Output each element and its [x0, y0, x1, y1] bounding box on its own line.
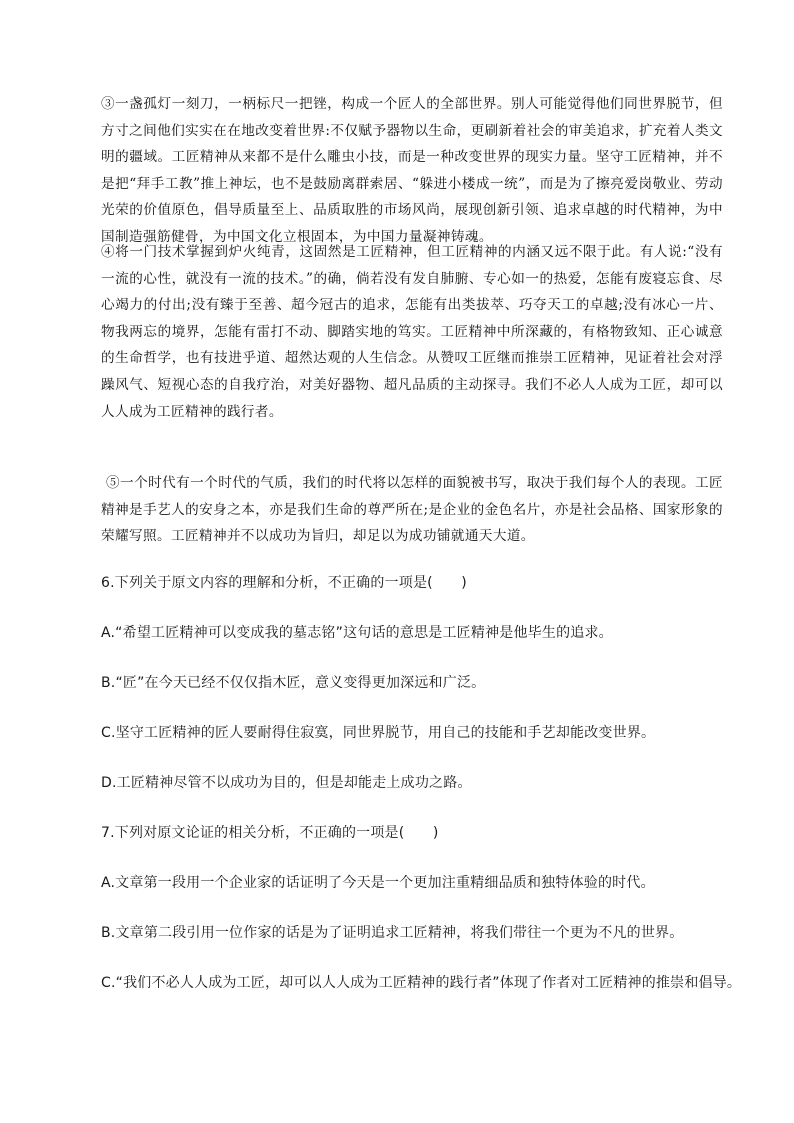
passage-paragraph-5 [101, 470, 723, 550]
passage-paragraph-5-text: ⑤一个时代有一个时代的气质，我们的时代将以怎样的面貌被书写，取决于我们每个人的表现。工匠精神是手艺人的安身之本，亦是我们生命的尊严所在;是企业的金色名片，亦是社会品格、国家形象的荣耀写照。工匠精神并不以成功为旨归，却足以为成功铺就通天大道。 [101, 475, 723, 545]
question-6-option-d: D.工匠精神尽管不以成功为目的，但是却能走上成功之路。 [101, 775, 472, 791]
question-7-option-a: A.文章第一段用一个企业家的话证明了今天是一个更加注重精细品质和独特体验的时代。 [101, 875, 655, 891]
passage-paragraph-3: ③一盏孤灯一刻刀，一柄标尺一把锉，构成一个匠人的全部世界。别人可能觉得他们同世界脱节，但方寸之间他们实实在在地改变着世界:不仅赋予器物以生命，更刷新着社会的审美追求，扩充着人类文明的疆域。工匠精神从来都不是什么雕虫小技，而是一种改变世界的现实力量。坚守工匠精神，并不是把“拜手工教”推上神坛，也不是鼓励离群索居、“躲进小楼成一统”，而是为了擦亮爱岗敬业、劳动光荣的价值原色，倡导质量至上、品质取胜的市场风尚，展现创新引领、追求卓越的时代精神，为中国制造强筋健骨，为中国文化立根固本，为中国力量凝神铸魂。 [101, 96, 723, 245]
passage-paragraph-4: ④将一门技术掌握到炉火纯青，这固然是工匠精神，但工匠精神的内涵又远不限于此。有人说:“没有一流的心性，就没有一流的技术。”的确，倘若没有发自肺腑、专心如一的热爱，怎能有废寝忘食、尽心竭力的付出;没有臻于至善、超今冠古的追求，怎能有出类拔萃、巧夺天工的卓越;没有冰心一片、物我两忘的境界，怎能有雷打不动、脚踏实地的笃实。工匠精神中所深藏的，有格物致知、正心诚意的生命哲学，也有技进乎道、超然达观的人生信念。从赞叹工匠继而推崇工匠精神，见证着社会对浮躁风气、短视心态的自我疗治，对美好器物、超凡品质的主动探寻。我们不必人人成为工匠，却可以人人成为工匠精神的践行者。 [101, 244, 723, 420]
question-7-stem: 7.下列对原文论证的相关分析，不正确的一项是( ) [101, 825, 439, 841]
question-7-option-b: B.文章第二段引用一位作家的话是为了证明追求工匠精神，将我们带往一个更为不凡的世界。 [101, 925, 684, 941]
question-6-option-b: B.“匠”在今天已经不仅仅指木匠，意义变得更加深远和广泛。 [101, 675, 486, 691]
question-6-stem: 6.下列关于原文内容的理解和分析，不正确的一项是( ) [101, 575, 467, 591]
question-7-option-c: C.“我们不必人人成为工匠，却可以人人成为工匠精神的践行者”体现了作者对工匠精神的推崇和倡导。 [101, 975, 742, 991]
question-6-option-c: C.坚守工匠精神的匠人要耐得住寂寞，同世界脱节，用自己的技能和手艺却能改变世界。 [101, 725, 656, 741]
question-6-option-a: A.“希望工匠精神可以变成我的墓志铭”这句话的意思是工匠精神是他毕生的追求。 [101, 625, 613, 641]
